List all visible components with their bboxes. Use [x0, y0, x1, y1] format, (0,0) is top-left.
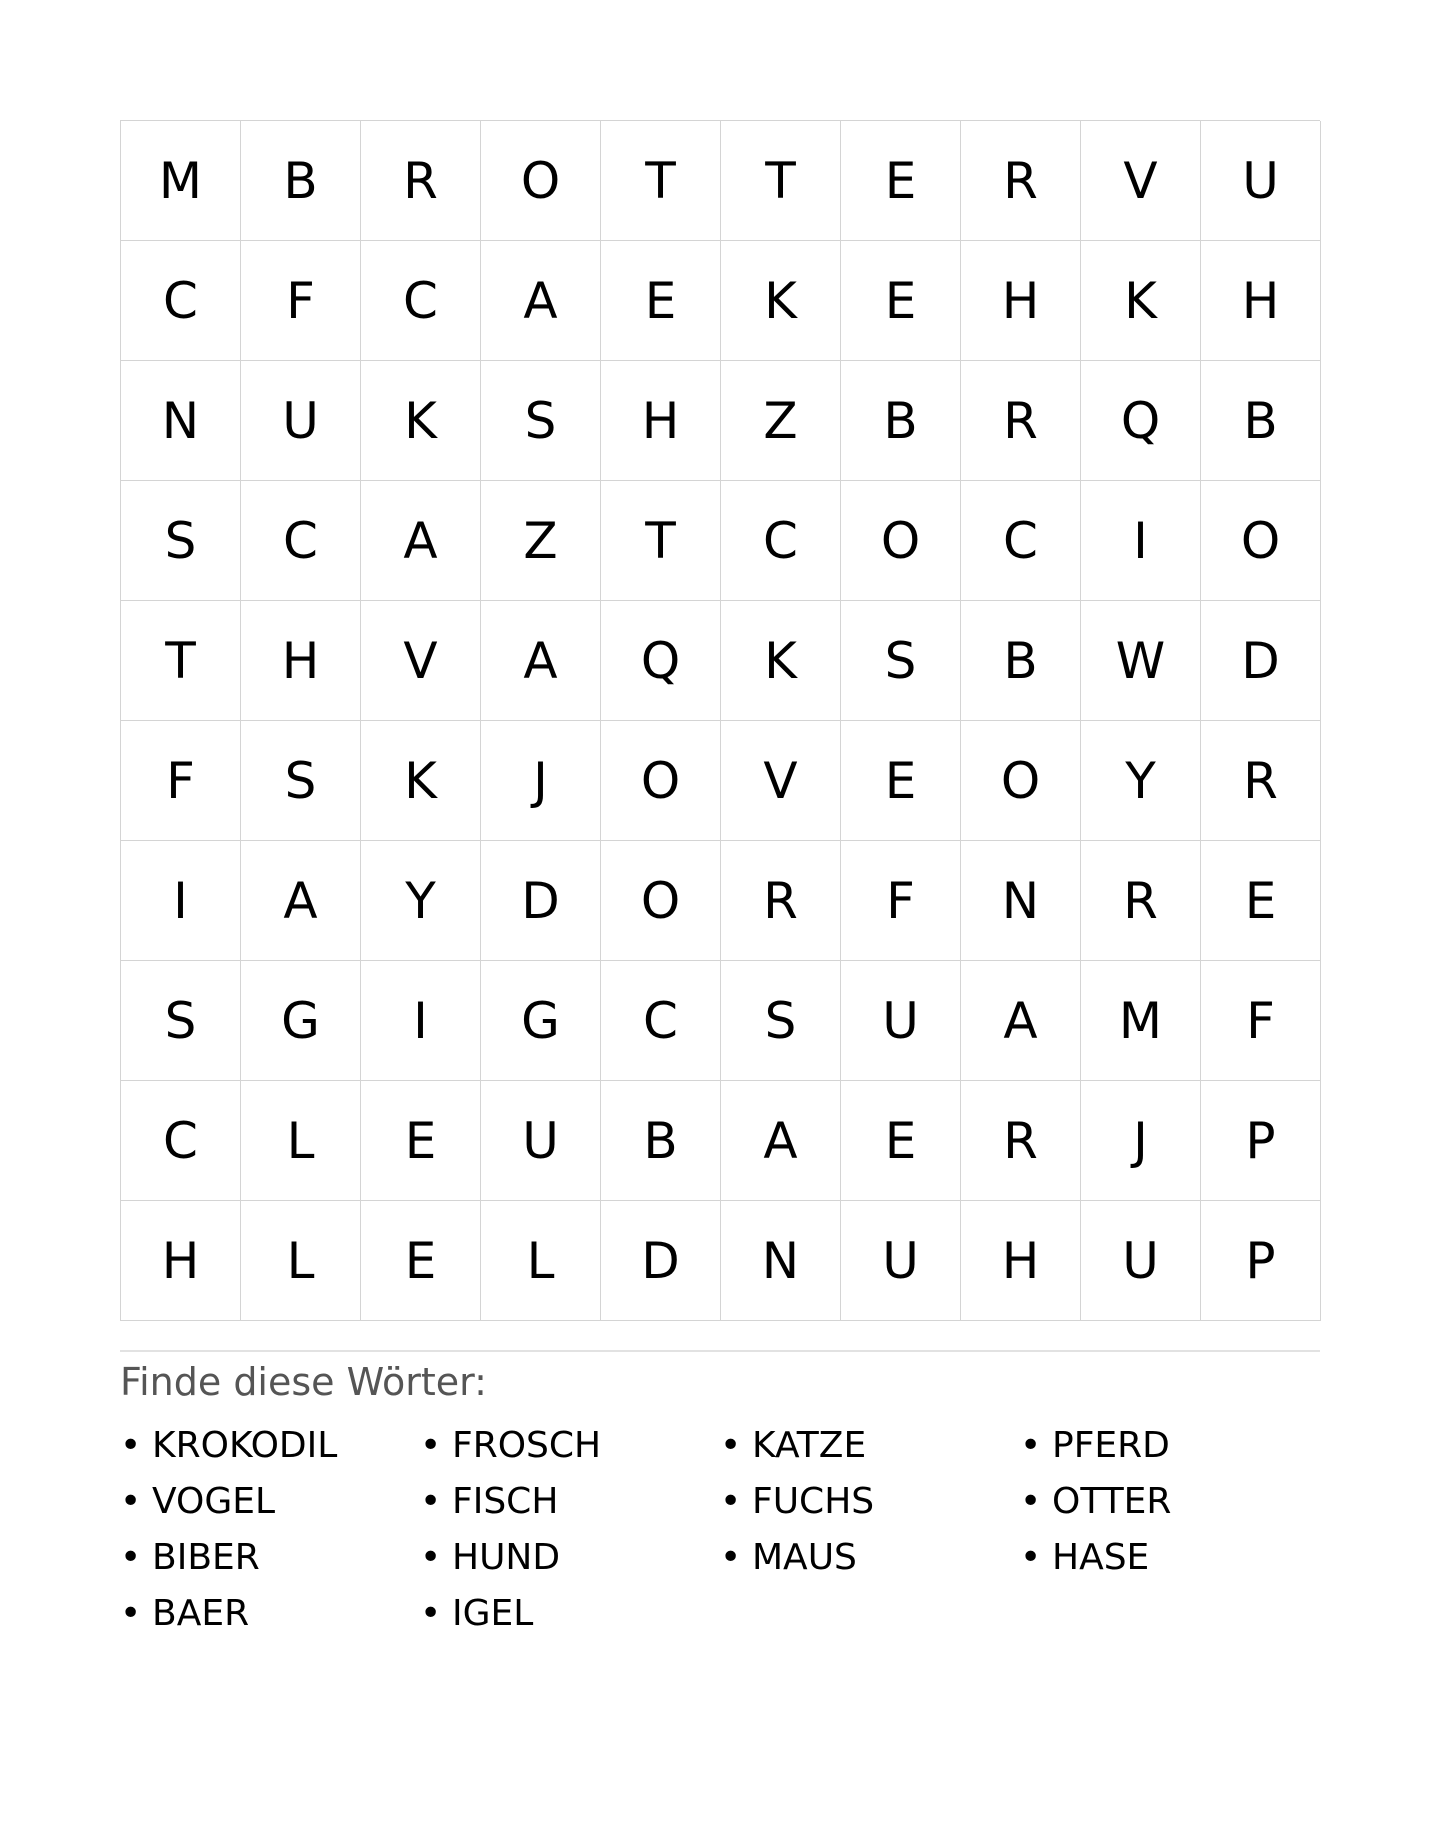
- grid-cell[interactable]: Z: [721, 361, 841, 481]
- bullet-icon: •: [120, 1425, 142, 1466]
- word-list-item: [720, 1530, 1020, 1586]
- letter-grid: [120, 120, 1320, 1321]
- word-list-item: [1020, 1586, 1320, 1642]
- grid-cell[interactable]: S: [721, 961, 841, 1081]
- grid-cell[interactable]: H: [1201, 241, 1321, 361]
- word-label: VOGEL: [152, 1481, 276, 1522]
- word-list-item: [120, 1530, 420, 1586]
- grid-cell[interactable]: C: [601, 961, 721, 1081]
- grid-cell[interactable]: R: [961, 361, 1081, 481]
- grid-cell[interactable]: E: [841, 1081, 961, 1201]
- word-label: KATZE: [752, 1425, 867, 1466]
- word-label: OTTER: [1052, 1481, 1172, 1522]
- bullet-icon: •: [720, 1537, 742, 1578]
- word-label: BAER: [152, 1593, 250, 1634]
- word-list-item: [720, 1474, 1020, 1530]
- grid-cell[interactable]: Y: [361, 841, 481, 961]
- grid-cell[interactable]: E: [841, 241, 961, 361]
- word-label: BIBER: [152, 1537, 260, 1578]
- grid-cell[interactable]: N: [721, 1201, 841, 1321]
- bullet-icon: •: [1020, 1481, 1042, 1522]
- grid-cell[interactable]: R: [961, 121, 1081, 241]
- grid-cell[interactable]: D: [601, 1201, 721, 1321]
- grid-cell[interactable]: B: [601, 1081, 721, 1201]
- grid-cell[interactable]: K: [1081, 241, 1201, 361]
- grid-cell[interactable]: B: [241, 121, 361, 241]
- grid-cell[interactable]: V: [721, 721, 841, 841]
- grid-cell[interactable]: U: [1081, 1201, 1201, 1321]
- grid-cell[interactable]: C: [361, 241, 481, 361]
- bullet-icon: •: [420, 1481, 442, 1522]
- divider: [120, 1350, 1320, 1352]
- grid-cell[interactable]: T: [601, 121, 721, 241]
- grid-cell[interactable]: G: [481, 961, 601, 1081]
- word-label: KROKODIL: [152, 1425, 338, 1466]
- grid-cell[interactable]: E: [1201, 841, 1321, 961]
- grid-cell[interactable]: Y: [1081, 721, 1201, 841]
- grid-cell[interactable]: U: [241, 361, 361, 481]
- bullet-icon: •: [420, 1537, 442, 1578]
- grid-cell[interactable]: T: [721, 121, 841, 241]
- word-label: FROSCH: [452, 1425, 602, 1466]
- grid-cell[interactable]: E: [601, 241, 721, 361]
- grid-cell[interactable]: N: [961, 841, 1081, 961]
- word-list-item: [120, 1586, 420, 1642]
- grid-cell[interactable]: V: [1081, 121, 1201, 241]
- word-list-item: [720, 1418, 1020, 1474]
- grid-cell[interactable]: S: [121, 961, 241, 1081]
- word-list-item: [420, 1586, 720, 1642]
- grid-cell[interactable]: A: [721, 1081, 841, 1201]
- grid-cell[interactable]: E: [841, 721, 961, 841]
- grid-cell[interactable]: S: [481, 361, 601, 481]
- bullet-icon: •: [420, 1593, 442, 1634]
- bullet-icon: •: [120, 1593, 142, 1634]
- grid-cell[interactable]: R: [721, 841, 841, 961]
- grid-cell[interactable]: M: [1081, 961, 1201, 1081]
- grid-cell[interactable]: K: [721, 241, 841, 361]
- grid-cell[interactable]: U: [841, 1201, 961, 1321]
- grid-cell[interactable]: J: [1081, 1081, 1201, 1201]
- grid-cell[interactable]: I: [361, 961, 481, 1081]
- grid-cell[interactable]: P: [1201, 1081, 1321, 1201]
- grid-cell[interactable]: C: [121, 1081, 241, 1201]
- grid-cell[interactable]: D: [1201, 601, 1321, 721]
- grid-cell[interactable]: O: [601, 721, 721, 841]
- word-list-item: [120, 1474, 420, 1530]
- grid-cell[interactable]: H: [121, 1201, 241, 1321]
- bullet-icon: •: [120, 1537, 142, 1578]
- bullet-icon: •: [1020, 1425, 1042, 1466]
- word-label: HUND: [452, 1537, 561, 1578]
- grid-cell[interactable]: A: [361, 481, 481, 601]
- grid-cell[interactable]: C: [241, 481, 361, 601]
- grid-cell[interactable]: K: [361, 361, 481, 481]
- bullet-icon: •: [420, 1425, 442, 1466]
- grid-cell[interactable]: F: [1201, 961, 1321, 1081]
- grid-cell[interactable]: I: [1081, 481, 1201, 601]
- grid-cell[interactable]: R: [961, 1081, 1081, 1201]
- word-label: MAUS: [752, 1537, 857, 1578]
- grid-cell[interactable]: C: [121, 241, 241, 361]
- grid-cell[interactable]: E: [361, 1081, 481, 1201]
- grid-cell[interactable]: S: [841, 601, 961, 721]
- grid-cell[interactable]: F: [241, 241, 361, 361]
- grid-cell[interactable]: A: [481, 601, 601, 721]
- grid-cell[interactable]: P: [1201, 1201, 1321, 1321]
- grid-cell[interactable]: W: [1081, 601, 1201, 721]
- grid-cell[interactable]: K: [721, 601, 841, 721]
- word-label: FISCH: [452, 1481, 559, 1522]
- grid-cell[interactable]: N: [121, 361, 241, 481]
- grid-cell[interactable]: F: [121, 721, 241, 841]
- bullet-icon: •: [720, 1425, 742, 1466]
- word-list-item: [120, 1418, 420, 1474]
- word-label: PFERD: [1052, 1425, 1170, 1466]
- grid-cell[interactable]: C: [961, 481, 1081, 601]
- word-label: FUCHS: [752, 1481, 875, 1522]
- grid-cell[interactable]: O: [841, 481, 961, 601]
- word-list-item: [720, 1586, 1020, 1642]
- word-label: IGEL: [452, 1593, 534, 1634]
- grid-cell[interactable]: H: [961, 241, 1081, 361]
- grid-cell[interactable]: B: [841, 361, 961, 481]
- grid-cell[interactable]: A: [481, 241, 601, 361]
- grid-cell[interactable]: O: [481, 121, 601, 241]
- grid-cell[interactable]: B: [961, 601, 1081, 721]
- word-list-item: [1020, 1418, 1320, 1474]
- word-list-item: [1020, 1474, 1320, 1530]
- bullet-icon: •: [1020, 1537, 1042, 1578]
- grid-cell[interactable]: M: [121, 121, 241, 241]
- grid-cell[interactable]: E: [841, 121, 961, 241]
- grid-cell[interactable]: D: [481, 841, 601, 961]
- grid-cell[interactable]: S: [121, 481, 241, 601]
- word-list-item: [420, 1418, 720, 1474]
- bullet-icon: •: [720, 1481, 742, 1522]
- grid-cell[interactable]: E: [361, 1201, 481, 1321]
- grid-cell[interactable]: R: [1081, 841, 1201, 961]
- grid-cell[interactable]: A: [961, 961, 1081, 1081]
- grid-cell[interactable]: H: [241, 601, 361, 721]
- grid-cell[interactable]: J: [481, 721, 601, 841]
- grid-cell[interactable]: C: [721, 481, 841, 601]
- grid-cell[interactable]: R: [1201, 721, 1321, 841]
- grid-cell[interactable]: V: [361, 601, 481, 721]
- grid-cell[interactable]: Q: [601, 601, 721, 721]
- grid-cell[interactable]: R: [361, 121, 481, 241]
- grid-cell[interactable]: U: [841, 961, 961, 1081]
- word-list-item: [1020, 1530, 1320, 1586]
- grid-cell[interactable]: B: [1201, 361, 1321, 481]
- grid-cell[interactable]: I: [121, 841, 241, 961]
- grid-cell[interactable]: H: [601, 361, 721, 481]
- word-list: [120, 1418, 1320, 1642]
- grid-cell[interactable]: T: [121, 601, 241, 721]
- grid-cell[interactable]: O: [961, 721, 1081, 841]
- grid-cell[interactable]: L: [241, 1201, 361, 1321]
- word-label: HASE: [1052, 1537, 1150, 1578]
- grid-cell[interactable]: S: [241, 721, 361, 841]
- word-search-puzzle: [120, 120, 1320, 1642]
- grid-cell[interactable]: O: [601, 841, 721, 961]
- grid-cell[interactable]: U: [481, 1081, 601, 1201]
- grid-cell[interactable]: K: [361, 721, 481, 841]
- grid-cell[interactable]: A: [241, 841, 361, 961]
- grid-cell[interactable]: Q: [1081, 361, 1201, 481]
- grid-cell[interactable]: G: [241, 961, 361, 1081]
- grid-cell[interactable]: T: [601, 481, 721, 601]
- word-list-title: Finde diese Wörter:: [120, 1360, 487, 1404]
- grid-cell[interactable]: F: [841, 841, 961, 961]
- grid-cell[interactable]: Z: [481, 481, 601, 601]
- word-list-item: [420, 1530, 720, 1586]
- grid-cell[interactable]: H: [961, 1201, 1081, 1321]
- grid-cell[interactable]: L: [481, 1201, 601, 1321]
- word-list-item: [420, 1474, 720, 1530]
- bullet-icon: •: [120, 1481, 142, 1522]
- grid-cell[interactable]: U: [1201, 121, 1321, 241]
- grid-cell[interactable]: L: [241, 1081, 361, 1201]
- grid-cell[interactable]: O: [1201, 481, 1321, 601]
